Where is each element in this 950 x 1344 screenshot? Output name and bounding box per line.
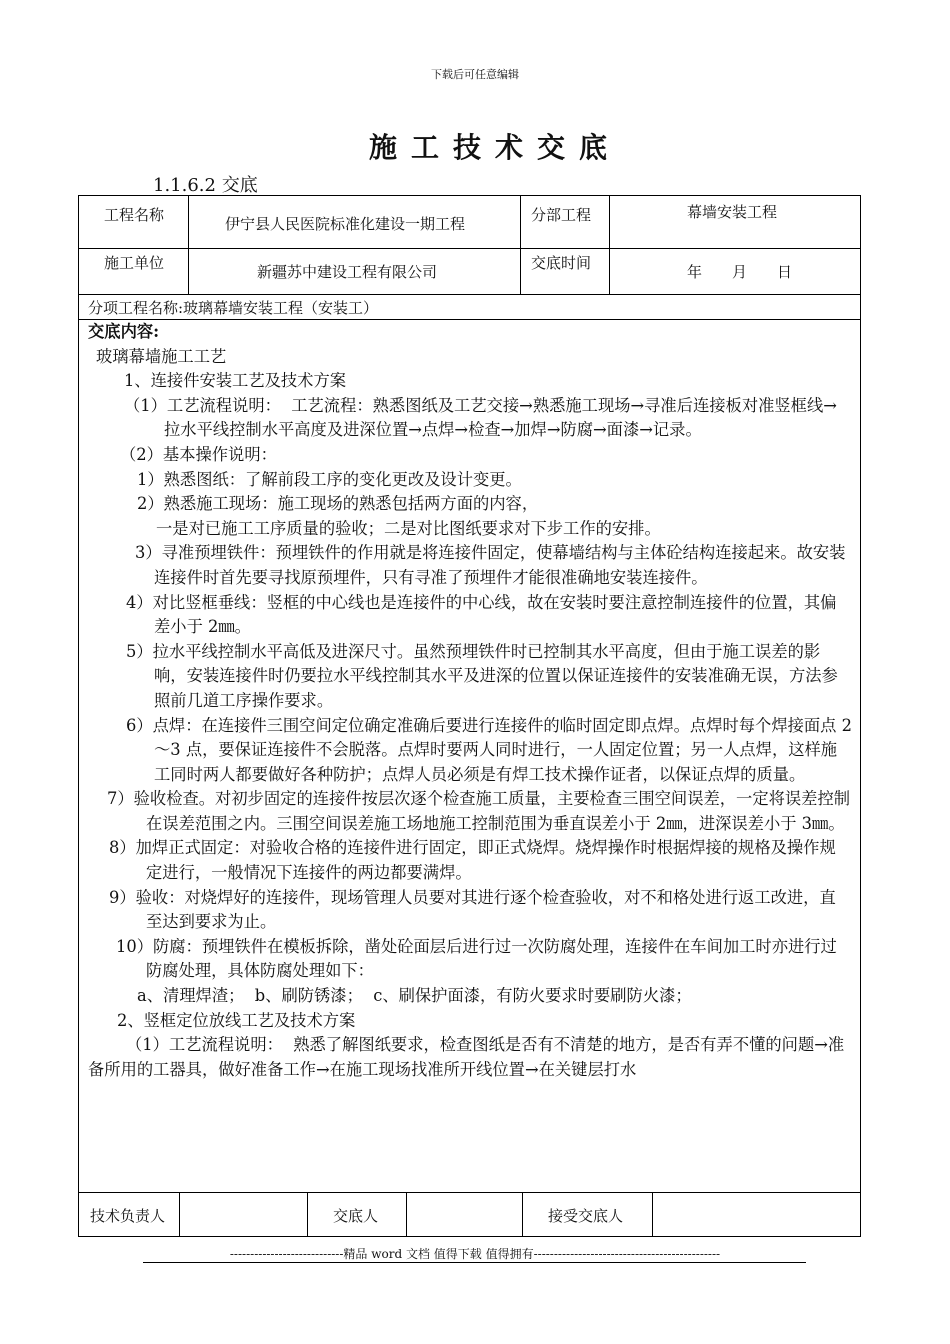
content-line: （2）基本操作说明： [120, 444, 277, 464]
discloser-label: 交底人 [333, 1207, 379, 1225]
receiver-label: 接受交底人 [548, 1207, 624, 1225]
content-line: 1、连接件安装工艺及技术方案 [124, 371, 347, 391]
content-line: 玻璃幕墙施工工艺 [96, 346, 227, 366]
col-divider [609, 196, 610, 294]
content-line: （1）工艺流程说明： 熟悉了解图纸要求，检查图纸是否有不清楚的地方，是否有弄不懂的问题→准备所用的工器具，做好准备工作→在施工现场找准所开线位置→在关键层打水 [88, 1035, 845, 1079]
col-divider [522, 1193, 523, 1237]
signature-row [79, 1192, 860, 1237]
content-heading: 交底内容: [88, 322, 160, 341]
content-line: 3）寻准预埋铁件：预埋铁件的作用就是将连接件固定，使幕墙结构与主体砼结构连接起来。故安装连接件时首先要寻找原预埋件，只有寻准了预埋件才能很准确地安装连接件。 [135, 543, 846, 587]
header-note: 下载后可任意编辑 [431, 68, 519, 81]
division-value: 幕墙安装工程 [687, 203, 778, 221]
content-line: （1）工艺流程说明： 工艺流程：熟悉图纸及工艺交接→熟悉施工现场→寻准后连接板对准竖框线→拉水平线控制水平高度及进深位置→点焊→检查→加焊→防腐→面漆→记录。 [124, 395, 837, 440]
subitem-name: 分项工程名称:玻璃幕墙安装工程（安装工） [88, 299, 379, 317]
row-divider [79, 294, 860, 295]
division-label: 分部工程 [531, 206, 592, 224]
construction-unit-label: 施工单位 [104, 254, 165, 272]
footer-note: ----------------------------精品 word 文档 值得下载 值得拥有---------------------------------------------- [229, 1247, 721, 1261]
content-line: 5）拉水平线控制水平高低及进深尺寸。虽然预埋铁件时已控制其水平高度，但由于施工误差的影响，安装连接件时仍要拉水平线控制其水平及进深的位置以保证连接件的安装准确无误，方法参照前几道工序操作要求。 [126, 641, 838, 710]
content-line: 2、竖框定位放线工艺及技术方案 [117, 1010, 356, 1030]
col-divider [406, 1193, 407, 1237]
footer-rule [143, 1262, 806, 1263]
project-name-value: 伊宁县人民医院标准化建设一期工程 [225, 215, 466, 233]
content-line: 10）防腐：预埋铁件在模板拆除，凿处砼面层后进行过一次防腐处理，连接件在车间加工时亦进行过防腐处理，具体防腐处理如下： [116, 936, 837, 981]
col-divider [179, 1193, 180, 1237]
col-divider [307, 1193, 308, 1237]
content-line: a、清理焊渣； b、刷防锈漆； c、刷保护面漆，有防火要求时要刷防火漆； [137, 986, 692, 1006]
content-line: 2）熟悉施工现场：施工现场的熟悉包括两方面的内容， [137, 494, 539, 514]
disclosure-content [79, 320, 860, 1192]
page-title: 施工技术交底 [368, 131, 621, 164]
col-divider [188, 196, 189, 294]
section-number: 1.1.6.2 交底 [153, 175, 258, 196]
content-line: 一是对已施工工序质量的验收；二是对比图纸要求对下步工作的安排。 [156, 518, 661, 538]
row-divider [79, 248, 860, 249]
disclosure-form [78, 195, 861, 1237]
content-line: 4）对比竖框垂线：竖框的中心线也是连接件的中心线，故在安装时要注意控制连接件的位置，其偏差小于 2㎜。 [126, 592, 837, 637]
disclosure-date-value: 年 月 日 [687, 263, 793, 281]
content-line: 8）加焊正式固定：对验收合格的连接件进行固定，即正式烧焊。烧焊操作时根据焊接的规格及操作规定进行，一般情况下连接件的两边都要满焊。 [109, 838, 836, 883]
content-line: 1）熟悉图纸：了解前段工序的变化更改及设计变更。 [137, 469, 522, 489]
disclosure-date-label: 交底时间 [531, 254, 592, 272]
tech-lead-label: 技术负责人 [90, 1207, 166, 1225]
content-line: 9）验收：对烧焊好的连接件，现场管理人员要对其进行逐个检查验收，对不和格处进行返工改进，直至达到要求为止。 [109, 887, 836, 932]
col-divider [520, 196, 521, 294]
content-line: 6）点焊：在连接件三围空间定位确定准确后要进行连接件的临时固定即点焊。点焊时每个焊接面点 2～3 点，要保证连接件不会脱落。点焊时要两人同时进行，一人固定位置；另一人点焊，这样施工同时两人都要做好各种防护；点焊人员必须是有焊工技术操作证者，以保证点焊的质量。 [126, 715, 852, 784]
col-divider [652, 1193, 653, 1237]
project-name-label: 工程名称 [104, 206, 165, 224]
construction-unit-value: 新疆苏中建设工程有限公司 [257, 263, 438, 281]
content-line: 7）验收检查。对初步固定的连接件按层次逐个检查施工质量，主要检查三围空间误差，一定将误差控制在误差范围之内。三围空间误差施工场地施工控制范围为垂直误差小于 2㎜，进深误差小于 3㎜。 [107, 789, 851, 833]
